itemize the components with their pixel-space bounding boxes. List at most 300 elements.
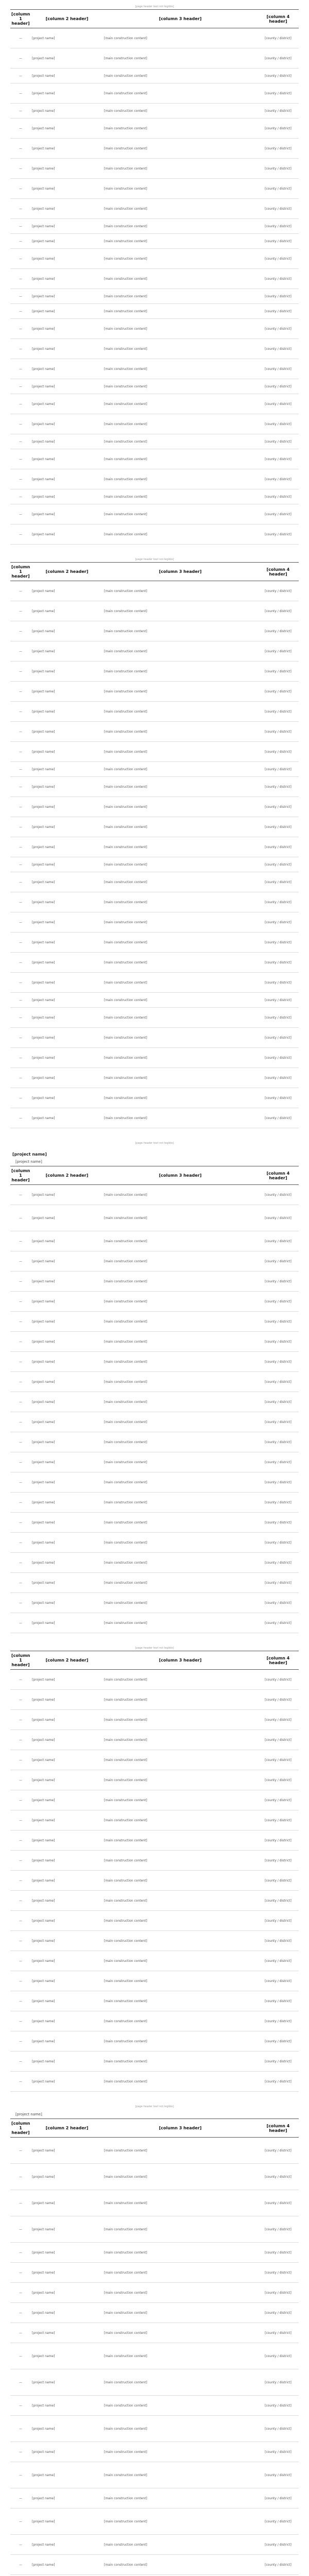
column-header-seq: [column 1 header] bbox=[10, 1166, 31, 1185]
column-header-seq: [column 1 header] bbox=[10, 10, 31, 28]
cell-area: [county / district] bbox=[258, 1231, 299, 1251]
cell-project-name: [project name] bbox=[31, 2283, 103, 2303]
cell-project-name: [project name] bbox=[31, 434, 103, 449]
cell-area: [county / district] bbox=[258, 2303, 299, 2323]
cell-construction-content: [main construction content] bbox=[103, 662, 258, 682]
cell-project-name: [project name] bbox=[31, 797, 103, 817]
cell-construction-content: [main construction content] bbox=[103, 489, 258, 504]
cell-construction-content: [main construction content] bbox=[103, 1251, 258, 1272]
cell-project-name: [project name] bbox=[31, 379, 103, 394]
table-row bbox=[10, 1871, 299, 1891]
table-row bbox=[10, 1971, 299, 1991]
cell-seq: — bbox=[10, 159, 31, 179]
table-row bbox=[10, 993, 299, 1008]
cell-area: [county / district] bbox=[258, 469, 299, 489]
cell-project-name: [project name] bbox=[31, 359, 103, 379]
cell-area: [county / district] bbox=[258, 837, 299, 857]
table-row bbox=[10, 1452, 299, 1472]
table-row bbox=[10, 1951, 299, 1971]
cell-project-name: [project name] bbox=[31, 1871, 103, 1891]
cell-construction-content: [main construction content] bbox=[103, 139, 258, 159]
cell-project-name: [project name] bbox=[31, 118, 103, 139]
cell-construction-content: [main construction content] bbox=[103, 1971, 258, 1991]
cell-construction-content: [main construction content] bbox=[103, 2343, 258, 2369]
table-row bbox=[10, 139, 299, 159]
cell-project-name: [project name] bbox=[31, 933, 103, 953]
cell-area: [county / district] bbox=[258, 1790, 299, 1810]
cell-construction-content: [main construction content] bbox=[103, 199, 258, 219]
table-row bbox=[10, 199, 299, 219]
cell-project-name: [project name] bbox=[31, 394, 103, 414]
cell-seq: — bbox=[10, 1670, 31, 1690]
column-header-name: [column 2 header] bbox=[31, 2119, 103, 2138]
cell-seq: — bbox=[10, 933, 31, 953]
cell-area: [county / district] bbox=[258, 1068, 299, 1088]
cell-area: [county / district] bbox=[258, 1730, 299, 1750]
cell-project-name: [project name] bbox=[31, 1991, 103, 2011]
cell-project-name: [project name] bbox=[31, 993, 103, 1008]
cell-area: [county / district] bbox=[258, 1690, 299, 1710]
table-row bbox=[10, 414, 299, 434]
cell-project-name: [project name] bbox=[31, 489, 103, 504]
cell-construction-content: [main construction content] bbox=[103, 857, 258, 872]
cell-seq: — bbox=[10, 1108, 31, 1128]
cell-area: [county / district] bbox=[258, 2263, 299, 2283]
cell-seq: — bbox=[10, 249, 31, 269]
cell-project-name: [project name] bbox=[31, 662, 103, 682]
cell-project-name: [project name] bbox=[31, 1108, 103, 1128]
table-row bbox=[10, 641, 299, 662]
cell-construction-content: [main construction content] bbox=[103, 2488, 258, 2509]
cell-area: [county / district] bbox=[258, 139, 299, 159]
page-gap bbox=[10, 1636, 299, 1646]
table-row bbox=[10, 2263, 299, 2283]
table-row bbox=[10, 2369, 299, 2396]
cell-project-name: [project name] bbox=[31, 139, 103, 159]
cell-construction-content: [main construction content] bbox=[103, 2369, 258, 2396]
cell-area: [county / district] bbox=[258, 319, 299, 339]
cell-seq: — bbox=[10, 1871, 31, 1891]
cell-seq: — bbox=[10, 199, 31, 219]
table-row bbox=[10, 304, 299, 319]
cell-project-name: [project name] bbox=[31, 1472, 103, 1493]
cell-project-name: [project name] bbox=[31, 48, 103, 69]
table-header-row bbox=[10, 1651, 299, 1670]
cell-construction-content: [main construction content] bbox=[103, 1750, 258, 1770]
table-row bbox=[10, 2509, 299, 2535]
cell-area: [county / district] bbox=[258, 2031, 299, 2052]
table-row bbox=[10, 289, 299, 304]
table-row bbox=[10, 682, 299, 702]
cell-seq: — bbox=[10, 359, 31, 379]
cell-area: [county / district] bbox=[258, 742, 299, 762]
page-running-header: [page header text not legible] bbox=[135, 1142, 174, 1145]
cell-area: [county / district] bbox=[258, 394, 299, 414]
cell-project-name: [project name] bbox=[31, 1670, 103, 1690]
cell-project-name: [project name] bbox=[31, 2509, 103, 2535]
cell-project-name: [project name] bbox=[31, 504, 103, 524]
cell-project-name: [project name] bbox=[31, 524, 103, 545]
cell-construction-content: [main construction content] bbox=[103, 434, 258, 449]
table-row bbox=[10, 504, 299, 524]
cell-construction-content: [main construction content] bbox=[103, 219, 258, 234]
cell-seq: — bbox=[10, 1991, 31, 2011]
cell-construction-content: [main construction content] bbox=[103, 1513, 258, 1533]
cell-construction-content: [main construction content] bbox=[103, 2011, 258, 2031]
cell-project-name: [project name] bbox=[31, 2052, 103, 2072]
table-row bbox=[10, 339, 299, 359]
cell-construction-content: [main construction content] bbox=[103, 1810, 258, 1831]
cell-project-name: [project name] bbox=[31, 1185, 103, 1205]
cell-area: [county / district] bbox=[258, 2243, 299, 2263]
cell-seq: — bbox=[10, 601, 31, 621]
cell-construction-content: [main construction content] bbox=[103, 1412, 258, 1432]
cell-seq: — bbox=[10, 2011, 31, 2031]
cell-seq: — bbox=[10, 2535, 31, 2555]
cell-project-name: [project name] bbox=[31, 69, 103, 83]
cell-seq: — bbox=[10, 118, 31, 139]
cell-project-name: [project name] bbox=[31, 762, 103, 777]
cell-area: [county / district] bbox=[258, 2396, 299, 2416]
table-row bbox=[10, 1750, 299, 1770]
table-row bbox=[10, 1810, 299, 1831]
cell-project-name: [project name] bbox=[31, 1332, 103, 1352]
table-row bbox=[10, 2138, 299, 2164]
column-header-content: [column 3 header] bbox=[103, 10, 258, 28]
table-row bbox=[10, 933, 299, 953]
cell-area: [county / district] bbox=[258, 449, 299, 469]
cell-project-name: [project name] bbox=[31, 104, 103, 118]
cell-area: [county / district] bbox=[258, 1028, 299, 1048]
cell-seq: — bbox=[10, 1008, 31, 1028]
column-header-area: [column 4 header] bbox=[258, 10, 299, 28]
cell-construction-content: [main construction content] bbox=[103, 69, 258, 83]
cell-project-name: [project name] bbox=[31, 1493, 103, 1513]
cell-area: [county / district] bbox=[258, 1931, 299, 1951]
table-row bbox=[10, 1068, 299, 1088]
cell-project-name: [project name] bbox=[31, 1613, 103, 1633]
cell-seq: — bbox=[10, 973, 31, 993]
table-row bbox=[10, 837, 299, 857]
cell-seq: — bbox=[10, 1750, 31, 1770]
cell-construction-content: [main construction content] bbox=[103, 797, 258, 817]
cell-construction-content: [main construction content] bbox=[103, 104, 258, 118]
column-header-seq: [column 1 header] bbox=[10, 1651, 31, 1670]
page-block bbox=[10, 2104, 299, 2576]
cell-area: [county / district] bbox=[258, 1971, 299, 1991]
cell-seq: — bbox=[10, 1810, 31, 1831]
cell-construction-content: [main construction content] bbox=[103, 339, 258, 359]
table-row bbox=[10, 953, 299, 973]
cell-project-name: [project name] bbox=[31, 1710, 103, 1730]
cell-project-name: [project name] bbox=[31, 1573, 103, 1593]
column-header-area: [column 4 header] bbox=[258, 1166, 299, 1185]
table-row bbox=[10, 1185, 299, 1205]
table-row bbox=[10, 2190, 299, 2216]
cell-project-name: [project name] bbox=[31, 289, 103, 304]
cell-construction-content: [main construction content] bbox=[103, 28, 258, 48]
cell-area: [county / district] bbox=[258, 434, 299, 449]
cell-construction-content: [main construction content] bbox=[103, 817, 258, 837]
cell-project-name: [project name] bbox=[31, 28, 103, 48]
table-row bbox=[10, 1392, 299, 1412]
table-row bbox=[10, 1432, 299, 1452]
cell-project-name: [project name] bbox=[31, 199, 103, 219]
cell-seq: — bbox=[10, 1730, 31, 1750]
cell-construction-content: [main construction content] bbox=[103, 504, 258, 524]
cell-seq: — bbox=[10, 621, 31, 641]
cell-area: [county / district] bbox=[258, 641, 299, 662]
table-row bbox=[10, 1332, 299, 1352]
table-row bbox=[10, 1891, 299, 1911]
cell-seq: — bbox=[10, 777, 31, 797]
cell-area: [county / district] bbox=[258, 1951, 299, 1971]
cell-project-name: [project name] bbox=[31, 2072, 103, 2092]
cell-area: [county / district] bbox=[258, 504, 299, 524]
cell-area: [county / district] bbox=[258, 2509, 299, 2535]
cell-seq: — bbox=[10, 83, 31, 104]
cell-area: [county / district] bbox=[258, 1352, 299, 1372]
cell-area: [county / district] bbox=[258, 953, 299, 973]
column-header-seq: [column 1 header] bbox=[10, 563, 31, 581]
cell-project-name: [project name] bbox=[31, 1231, 103, 1251]
document bbox=[10, 4, 299, 2576]
cell-project-name: [project name] bbox=[31, 1372, 103, 1392]
table-header-row bbox=[10, 2119, 299, 2138]
table-header-row bbox=[10, 563, 299, 581]
cell-project-name: [project name] bbox=[31, 641, 103, 662]
table-row bbox=[10, 1730, 299, 1750]
cell-construction-content: [main construction content] bbox=[103, 1048, 258, 1068]
table-row bbox=[10, 2555, 299, 2575]
cell-area: [county / district] bbox=[258, 1205, 299, 1231]
page-block bbox=[10, 1646, 299, 2104]
cell-seq: — bbox=[10, 762, 31, 777]
table-row bbox=[10, 269, 299, 289]
table-row bbox=[10, 319, 299, 339]
cell-project-name: [project name] bbox=[31, 2138, 103, 2164]
cell-area: [county / district] bbox=[258, 1008, 299, 1028]
cell-seq: — bbox=[10, 394, 31, 414]
table-row bbox=[10, 762, 299, 777]
cell-project-name: [project name] bbox=[31, 2263, 103, 2283]
table-row bbox=[10, 1831, 299, 1851]
project-table bbox=[10, 562, 299, 1128]
cell-construction-content: [main construction content] bbox=[103, 2216, 258, 2243]
cell-construction-content: [main construction content] bbox=[103, 1951, 258, 1971]
cell-seq: — bbox=[10, 1332, 31, 1352]
cell-seq: — bbox=[10, 104, 31, 118]
table-row bbox=[10, 359, 299, 379]
cell-seq: — bbox=[10, 1028, 31, 1048]
cell-construction-content: [main construction content] bbox=[103, 414, 258, 434]
cell-construction-content: [main construction content] bbox=[103, 2303, 258, 2323]
cell-construction-content: [main construction content] bbox=[103, 1690, 258, 1710]
cell-seq: — bbox=[10, 1352, 31, 1372]
cell-seq: — bbox=[10, 2243, 31, 2263]
cell-project-name: [project name] bbox=[31, 2011, 103, 2031]
cell-project-name: [project name] bbox=[31, 2555, 103, 2575]
cell-project-name: [project name] bbox=[31, 892, 103, 912]
cell-construction-content: [main construction content] bbox=[103, 1472, 258, 1493]
cell-project-name: [project name] bbox=[31, 1770, 103, 1790]
table-row bbox=[10, 2243, 299, 2263]
cell-project-name: [project name] bbox=[31, 1205, 103, 1231]
cell-seq: — bbox=[10, 2164, 31, 2190]
table-row bbox=[10, 1851, 299, 1871]
cell-construction-content: [main construction content] bbox=[103, 83, 258, 104]
cell-area: [county / district] bbox=[258, 2416, 299, 2442]
cell-seq: — bbox=[10, 1770, 31, 1790]
cell-area: [county / district] bbox=[258, 857, 299, 872]
cell-seq: — bbox=[10, 2416, 31, 2442]
cell-area: [county / district] bbox=[258, 1272, 299, 1292]
cell-seq: — bbox=[10, 1292, 31, 1312]
cell-area: [county / district] bbox=[258, 2343, 299, 2369]
cell-seq: — bbox=[10, 682, 31, 702]
cell-construction-content: [main construction content] bbox=[103, 1068, 258, 1088]
cell-construction-content: [main construction content] bbox=[103, 953, 258, 973]
cell-project-name: [project name] bbox=[31, 1048, 103, 1068]
cell-construction-content: [main construction content] bbox=[103, 2072, 258, 2092]
cell-construction-content: [main construction content] bbox=[103, 1332, 258, 1352]
cell-seq: — bbox=[10, 489, 31, 504]
cell-seq: — bbox=[10, 1392, 31, 1412]
cell-project-name: [project name] bbox=[31, 682, 103, 702]
cell-seq: — bbox=[10, 414, 31, 434]
cell-project-name: [project name] bbox=[31, 1088, 103, 1108]
cell-area: [county / district] bbox=[258, 662, 299, 682]
cell-construction-content: [main construction content] bbox=[103, 1871, 258, 1891]
cell-seq: — bbox=[10, 2283, 31, 2303]
table-row bbox=[10, 1911, 299, 1931]
cell-area: [county / district] bbox=[258, 1372, 299, 1392]
cell-area: [county / district] bbox=[258, 1048, 299, 1068]
cell-seq: — bbox=[10, 2369, 31, 2396]
cell-seq: — bbox=[10, 1472, 31, 1493]
table-row bbox=[10, 1048, 299, 1068]
table-row bbox=[10, 601, 299, 621]
cell-area: [county / district] bbox=[258, 1871, 299, 1891]
cell-project-name: [project name] bbox=[31, 1292, 103, 1312]
table-row bbox=[10, 817, 299, 837]
table-row bbox=[10, 892, 299, 912]
cell-construction-content: [main construction content] bbox=[103, 269, 258, 289]
cell-construction-content: [main construction content] bbox=[103, 118, 258, 139]
cell-project-name: [project name] bbox=[31, 219, 103, 234]
cell-seq: — bbox=[10, 2343, 31, 2369]
cell-seq: — bbox=[10, 1312, 31, 1332]
cell-seq: — bbox=[10, 2190, 31, 2216]
cell-area: [county / district] bbox=[258, 1251, 299, 1272]
cell-area: [county / district] bbox=[258, 797, 299, 817]
table-row bbox=[10, 912, 299, 933]
cell-project-name: [project name] bbox=[31, 2164, 103, 2190]
cell-construction-content: [main construction content] bbox=[103, 682, 258, 702]
cell-area: [county / district] bbox=[258, 1593, 299, 1613]
cell-area: [county / district] bbox=[258, 414, 299, 434]
page-block bbox=[10, 1141, 299, 1646]
cell-area: [county / district] bbox=[258, 48, 299, 69]
cell-seq: — bbox=[10, 2555, 31, 2575]
cell-construction-content: [main construction content] bbox=[103, 2416, 258, 2442]
cell-construction-content: [main construction content] bbox=[103, 1790, 258, 1810]
cell-seq: — bbox=[10, 872, 31, 892]
table-row bbox=[10, 777, 299, 797]
table-row bbox=[10, 2216, 299, 2243]
cell-seq: — bbox=[10, 2138, 31, 2164]
table-row bbox=[10, 1272, 299, 1292]
table-row bbox=[10, 1513, 299, 1533]
cell-area: [county / district] bbox=[258, 234, 299, 249]
table-row bbox=[10, 2303, 299, 2323]
cell-project-name: [project name] bbox=[31, 1513, 103, 1533]
cell-construction-content: [main construction content] bbox=[103, 933, 258, 953]
cell-area: [county / district] bbox=[258, 1573, 299, 1593]
cell-seq: — bbox=[10, 1513, 31, 1533]
cell-project-name: [project name] bbox=[31, 249, 103, 269]
cell-area: [county / district] bbox=[258, 722, 299, 742]
cell-construction-content: [main construction content] bbox=[103, 1593, 258, 1613]
cell-area: [county / district] bbox=[258, 379, 299, 394]
table-row bbox=[10, 797, 299, 817]
cell-construction-content: [main construction content] bbox=[103, 2462, 258, 2488]
cell-project-name: [project name] bbox=[31, 857, 103, 872]
table-row bbox=[10, 2462, 299, 2488]
table-row bbox=[10, 2343, 299, 2369]
cell-area: [county / district] bbox=[258, 1452, 299, 1472]
cell-area: [county / district] bbox=[258, 489, 299, 504]
cell-project-name: [project name] bbox=[31, 449, 103, 469]
table-row bbox=[10, 2416, 299, 2442]
cell-project-name: [project name] bbox=[31, 742, 103, 762]
cell-construction-content: [main construction content] bbox=[103, 1710, 258, 1730]
cell-area: [county / district] bbox=[258, 1088, 299, 1108]
table-row bbox=[10, 2164, 299, 2190]
cell-seq: — bbox=[10, 2396, 31, 2416]
table-header-row bbox=[10, 1166, 299, 1185]
cell-area: [county / district] bbox=[258, 1553, 299, 1573]
cell-construction-content: [main construction content] bbox=[103, 159, 258, 179]
cell-construction-content: [main construction content] bbox=[103, 394, 258, 414]
cell-project-name: [project name] bbox=[31, 1690, 103, 1710]
cell-seq: — bbox=[10, 817, 31, 837]
cell-area: [county / district] bbox=[258, 993, 299, 1008]
cell-area: [county / district] bbox=[258, 892, 299, 912]
cell-area: [county / district] bbox=[258, 359, 299, 379]
cell-seq: — bbox=[10, 1272, 31, 1292]
cell-project-name: [project name] bbox=[31, 304, 103, 319]
cell-construction-content: [main construction content] bbox=[103, 1292, 258, 1312]
cell-seq: — bbox=[10, 1831, 31, 1851]
cell-project-name: [project name] bbox=[31, 2031, 103, 2052]
subsection-heading: [project name] bbox=[15, 1160, 42, 1164]
table-row bbox=[10, 1352, 299, 1372]
cell-area: [county / district] bbox=[258, 83, 299, 104]
cell-construction-content: [main construction content] bbox=[103, 2138, 258, 2164]
cell-project-name: [project name] bbox=[31, 2369, 103, 2396]
subsection-heading: [project name] bbox=[15, 2112, 42, 2116]
cell-seq: — bbox=[10, 1205, 31, 1231]
cell-area: [county / district] bbox=[258, 702, 299, 722]
column-header-name: [column 2 header] bbox=[31, 10, 103, 28]
table-row bbox=[10, 524, 299, 545]
cell-seq: — bbox=[10, 857, 31, 872]
cell-construction-content: [main construction content] bbox=[103, 1911, 258, 1931]
cell-project-name: [project name] bbox=[31, 1028, 103, 1048]
cell-area: [county / district] bbox=[258, 1670, 299, 1690]
cell-seq: — bbox=[10, 219, 31, 234]
